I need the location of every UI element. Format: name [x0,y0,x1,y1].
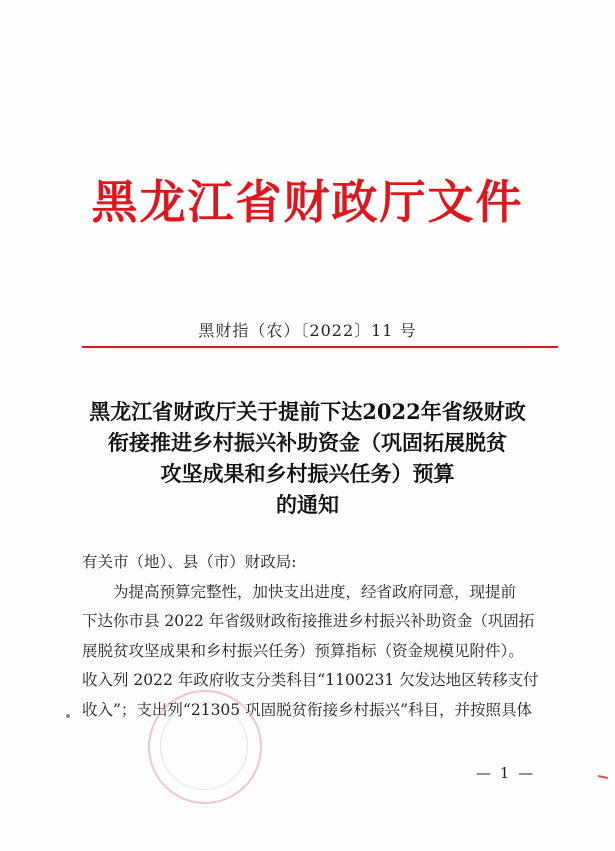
red-separator-line [82,346,558,348]
body-line: 为提高预算完整性，加快支出进度，经省政府同意，现提前 [113,582,517,601]
body-line: 展脱贫攻坚成果和乡村振兴任务）预算指标（资金规模见附件）。 [82,641,524,660]
title-line: 黑龙江省财政厅关于提前下达2022年省级财政 [89,399,526,424]
page-number: — 1 — [476,764,536,782]
notice-body [82,548,560,725]
document-number: 黑财指（农）〔2022〕11 号 [198,321,417,340]
scan-speck [66,714,70,718]
title-line: 攻坚成果和乡村振兴任务）预算 [160,461,455,486]
body-line: 收入列 2022 年政府收支分类科目“1100231 欠发达地区转移支付 [82,671,539,689]
salutation: 有关市（地）、县（市）财政局: [82,553,297,571]
masthead-title: 黑龙江省财政厅文件 [91,175,524,229]
title-line: 衔接推进乡村振兴补助资金（巩固拓展脱贫 [108,430,507,455]
body-line: 下达你市县 2022 年省级财政衔接推进乡村振兴补助资金（巩固拓 [82,612,535,630]
edge-mark [598,775,608,779]
body-line: 收入”；支出列“21305 巩固脱贫衔接乡村振兴”科目，并按照具体 [82,700,533,719]
notice-title [60,396,555,520]
title-line: 的通知 [276,492,339,517]
